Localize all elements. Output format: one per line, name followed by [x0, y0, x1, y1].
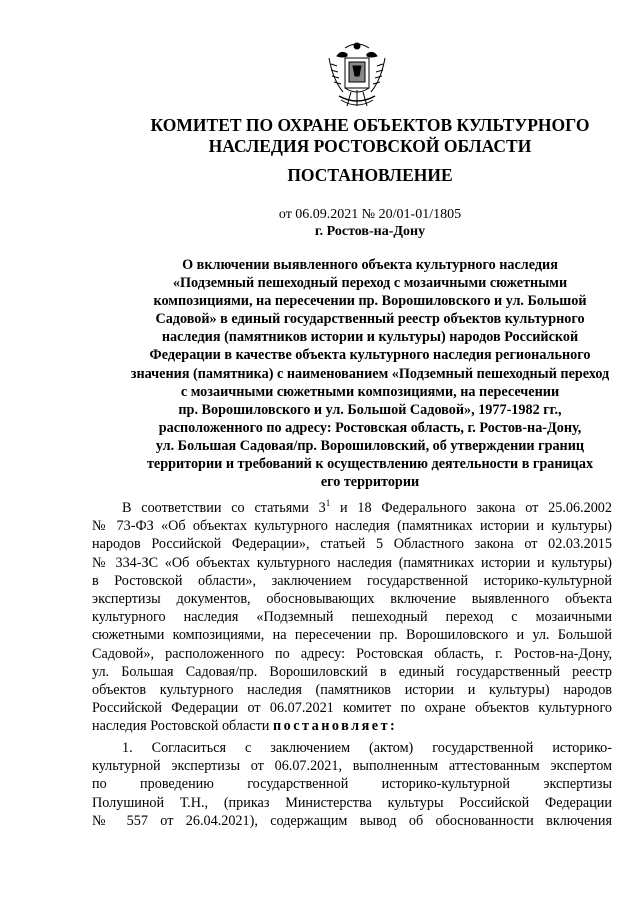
decree-word: постановляет: [272, 718, 398, 735]
title-line: композициями, на пересечении пр. Ворошиловского и ул. Большой [153, 293, 587, 310]
article-superscript: 1 [325, 498, 331, 508]
title-line: расположенного по адресу: Ростовская область, г. Ростов-на-Дону, [158, 419, 582, 436]
preamble-last-line [92, 717, 612, 735]
title-line: ул. Большая Садовая/пр. Ворошиловский, об утверждении границ [155, 437, 585, 454]
title-line: Садовой» в единый государственный реестр объектов культурного [155, 311, 585, 328]
preamble-line: в Ростовской области», заключением государственной историко-культурной [92, 572, 612, 589]
preamble-first-line [92, 499, 612, 517]
preamble-last-line-text: наследия Ростовской области [92, 718, 273, 735]
preamble-paragraph [92, 499, 612, 736]
title-line: его территории [320, 474, 420, 491]
title-line: значения (памятника) с наименованием «Подземный пешеходный переход [130, 365, 610, 382]
item-1-paragraph [92, 739, 612, 830]
item-1-line: № 557 от 26.04.2021), содержащим вывод об обоснованности включения [92, 812, 612, 829]
title-line: пр. Ворошиловского и ул. Большой Садовой», 1977-1982 гг., [178, 401, 562, 418]
org-line-1: КОМИТЕТ ПО ОХРАНЕ ОБЪЕКТОВ КУЛЬТУРНОГО [150, 115, 590, 135]
preamble-line: № 73-ФЗ «Об объектах культурного наследия (памятниках истории и культуры) [92, 518, 612, 535]
title-line: территории и требований к осуществлению деятельности в границах [146, 456, 594, 473]
title-line: «Подземный пешеходный переход с мозаичными сюжетными [172, 275, 568, 292]
title-line: Федерации в качестве объекта культурного наследия регионального [149, 347, 591, 364]
preamble-line: ул. Большая Садовая/пр. Ворошиловский в единый государственный реестр [92, 663, 612, 680]
coat-of-arms-icon [323, 40, 391, 112]
item-1-line: 1. Согласиться с заключением (актом) государственной историко- [122, 740, 612, 756]
document-city: г. Ростов-на-Дону [314, 224, 426, 239]
organization-name [100, 115, 640, 157]
preamble-line: культурного наследия «Подземный пешеходный переход с мозаичными [92, 609, 612, 626]
preamble-line: Российской Федерации от 06.07.2021 комитет по охране объектов культурного [92, 700, 612, 717]
preamble-line: сюжетными композициями, на пересечении пр. Ворошиловского и ул. Большой [92, 627, 612, 644]
item-1-line: культурной экспертизы от 06.07.2021, выполненным аттестованным экспертом [92, 758, 612, 775]
document-type: ПОСТАНОВЛЕНИЕ [287, 165, 453, 185]
document-title [100, 256, 640, 491]
preamble-line: экспертизы документов, обосновывающих включение выявленного объекта [92, 591, 612, 608]
preamble-first-line-start: В соответствии со статьями 3 [122, 500, 326, 516]
title-line: наследия (памятников истории и культуры) народов Российской [161, 329, 579, 346]
preamble-line: народов Российской Федерации», статьей 5 Областного закона от 02.03.2015 [92, 536, 612, 553]
preamble-line: Садовой», расположенного по адресу: Ростовская область, г. Ростов-на-Дону, [92, 645, 612, 662]
preamble-line: объектов культурного наследия (памятников истории и культуры) народов [92, 682, 612, 699]
item-1-line: по проведению государственной историко-культурной экспертизы [92, 776, 612, 793]
title-line: с мозаичными сюжетными композициями, на пересечении [180, 383, 560, 400]
preamble-line: № 334-ЗС «Об объектах культурного наследия (памятниках истории и культуры) [92, 554, 612, 571]
document-date-number: от 06.09.2021 № 20/01-01/1805 [278, 207, 462, 222]
title-line: О включении выявленного объекта культурного наследия [182, 257, 558, 273]
org-line-2: НАСЛЕДИЯ РОСТОВСКОЙ ОБЛАСТИ [208, 136, 532, 156]
preamble-first-line-end: и 18 Федерального закона от 25.06.2002 [330, 500, 612, 516]
item-1-line: Полушиной Т.Н., (приказ Министерства культуры Российской Федерации [92, 794, 612, 811]
